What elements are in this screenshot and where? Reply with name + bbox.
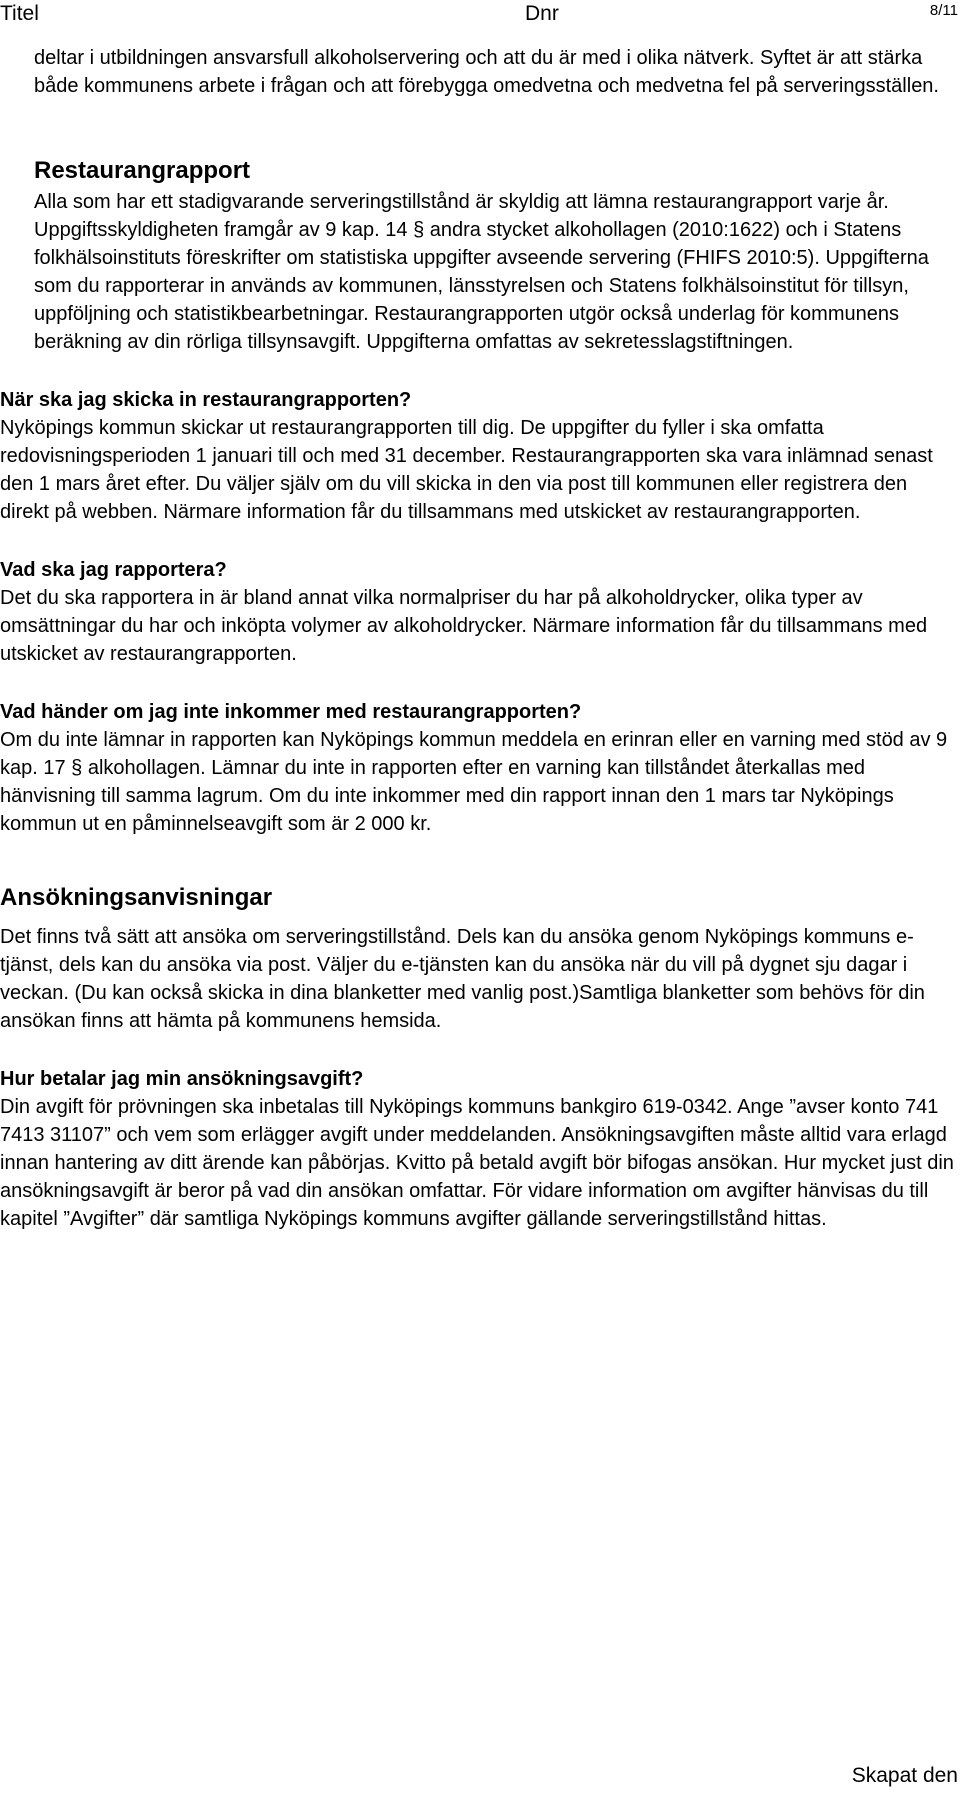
intro-section bbox=[0, 44, 958, 356]
intro-paragraph: deltar i utbildningen ansvarsfull alkoholservering och att du är med i olika nätverk. Syftet är att stärka både kommunens arbete i frågan och att förebygga omedvetna och medvetna fel på serveringsställen. bbox=[34, 47, 939, 97]
restaurant-report-heading: Restaurangrapport bbox=[34, 157, 251, 184]
what-report-heading: Vad ska jag rapportera? bbox=[0, 559, 227, 581]
header-title: Titel bbox=[0, 2, 39, 25]
what-report-paragraph: Det du ska rapportera in är bland annat vilka normalpriser du har på alkoholdrycker, olika typer av omsättningar du har och inköpta volymer av alkoholdrycker. Närmare information får du tillsammans med utskicket av restaurangrapporten. bbox=[0, 587, 928, 665]
not-submit-heading: Vad händer om jag inte inkommer med restaurangrapporten? bbox=[0, 701, 582, 723]
application-paragraph: Det finns två sätt att ansöka om serveringstillstånd. Dels kan du ansöka genom Nyköpings kommuns e-tjänst, dels kan du ansöka via post. Väljer du e-tjänsten kan du ansöka när du vill på dygnet sju dagar i veckan. (Du kan också skicka in dina blanketter med vanlig post.)Samtliga blanketter som behövs för din ansökan finns att hämta på kommunens hemsida. bbox=[0, 926, 925, 1032]
footer-created: Skapat den bbox=[851, 1764, 958, 1787]
document-body bbox=[0, 44, 958, 1233]
header-dnr: Dnr bbox=[525, 2, 559, 25]
when-send-paragraph: Nyköpings kommun skickar ut restaurangrapporten till dig. De uppgifter du fyller i ska omfatta redovisningsperioden 1 januari till och med 31 december. Restaurangrapporten ska vara inlämnad senast den 1 mars året efter. Du väljer själv om du vill skicka in den via post till kommunen eller registrera den direkt på webben. Närmare information får du tillsammans med utskicket av restaurangrapporten. bbox=[0, 417, 933, 523]
not-submit-paragraph: Om du inte lämnar in rapporten kan Nyköpings kommun meddela en erinran eller en varning med stöd av 9 kap. 17 § alkohollagen. Lämnar du inte in rapporten efter en varning kan tillståndet återkallas med hänvisning till samma lagrum. Om du inte inkommer med din rapport innan den 1 mars tar Nyköpings kommun ut en påminnelseavgift som är 2 000 kr. bbox=[0, 729, 948, 835]
page-number: 8/11 bbox=[929, 2, 958, 19]
restaurant-report-paragraph: Alla som har ett stadigvarande serveringstillstånd är skyldig att lämna restaurangrapport varje år. Uppgiftsskyldigheten framgår av 9 kap. 14 § andra stycket alkohollagen (2010:1622) och i Statens folkhälsoinstituts föreskrifter om statistiska uppgifter avseende servering (FHIFS 2010:5). Uppgifterna som du rapporterar in används av kommunen, länsstyrelsen och Statens folkhälsoinstitut för tillsyn, uppföljning och statistikbearbetningar. Restaurangrapporten utgör också underlag för kommunens beräkning av din rörliga tillsynsavgift. Uppgifterna omfattas av sekretesslagstiftningen. bbox=[34, 191, 929, 353]
page-header bbox=[0, 0, 960, 30]
when-send-heading: När ska jag skicka in restaurangrapporten? bbox=[0, 389, 412, 411]
pay-fee-paragraph: Din avgift för prövningen ska inbetalas till Nyköpings kommuns bankgiro 619-0342. Ange ”avser konto 741 7413 31107” och vem som erlägger avgift under meddelanden. Ansökningsavgiften måste alltid vara erlagd innan hantering av ditt ärende kan påbörjas. Kvitto på betald avgift bör bifogas ansökan. Hur mycket just din ansökningsavgift är beror på vad din ansökan omfattar. För vidare information om avgifter hänvisas du till kapitel ”Avgifter” där samtliga Nyköpings kommuns avgifter gällande serveringstillstånd hittas. bbox=[0, 1096, 954, 1230]
application-heading: Ansökningsanvisningar bbox=[0, 884, 273, 911]
pay-fee-heading: Hur betalar jag min ansökningsavgift? bbox=[0, 1068, 364, 1090]
